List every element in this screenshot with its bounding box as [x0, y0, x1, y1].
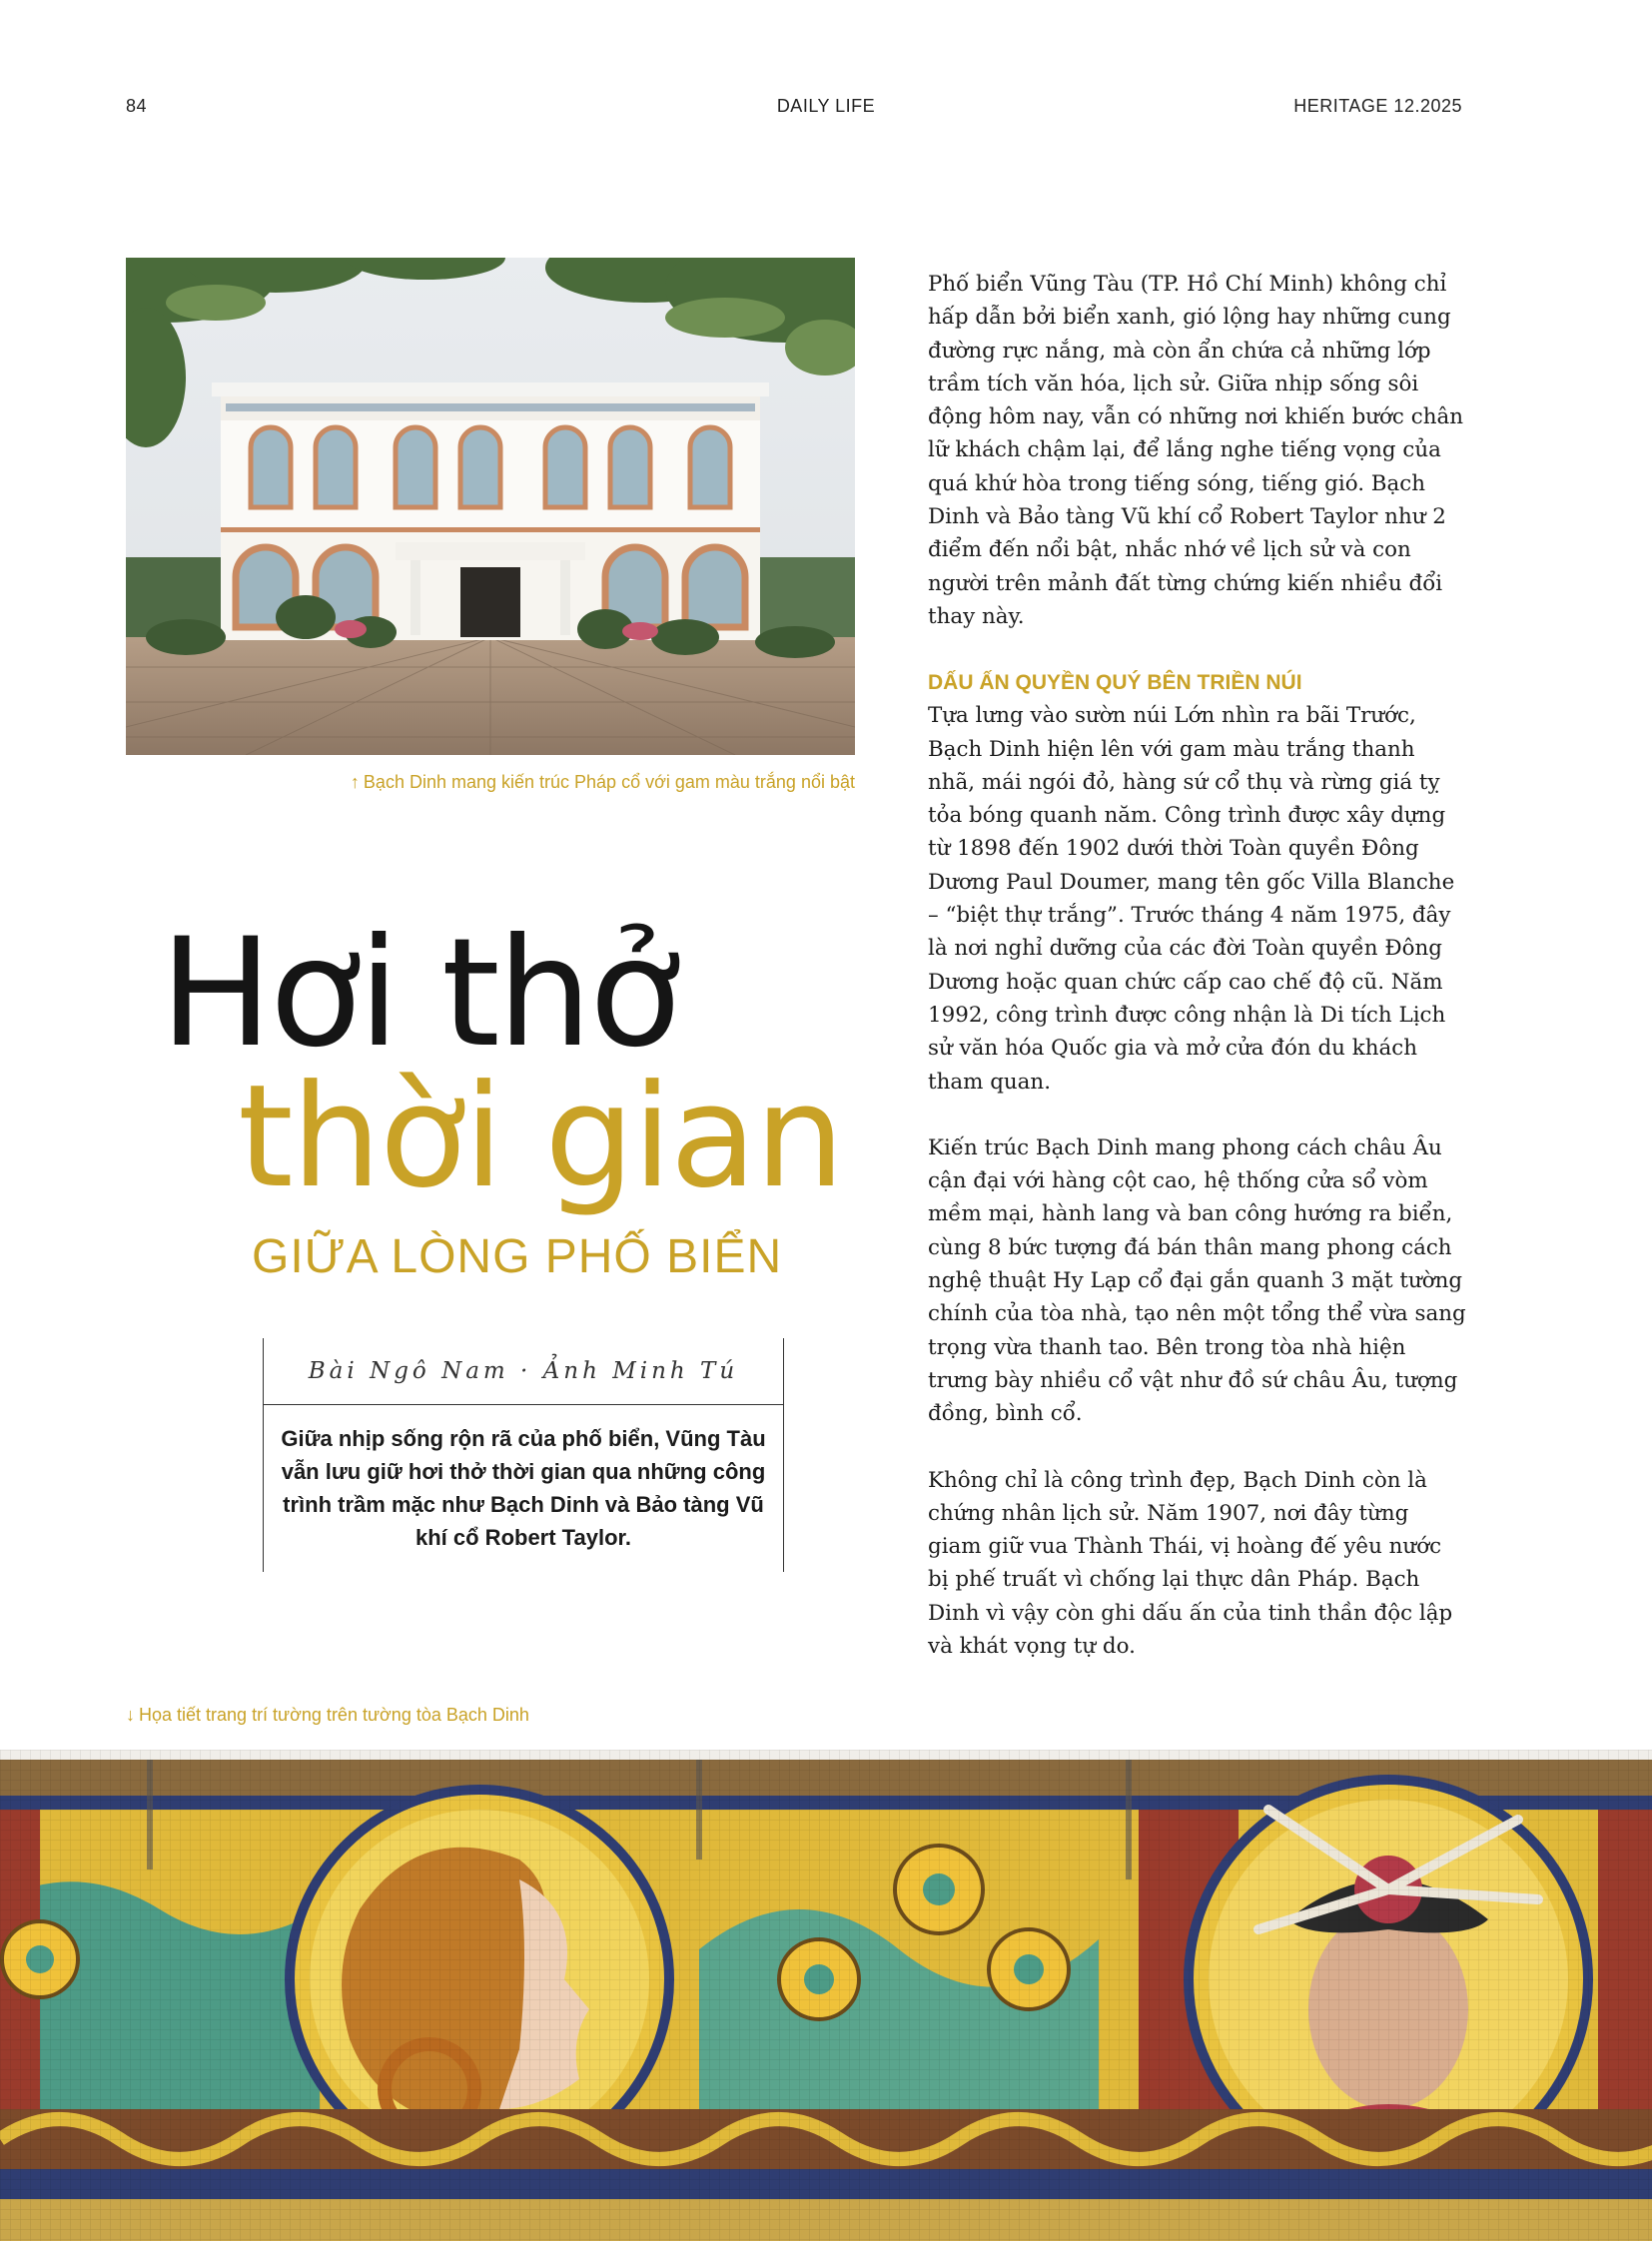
title-line-1: Hơi thở	[160, 907, 678, 1081]
section-label: DAILY LIFE	[776, 96, 876, 116]
lede: Giữa nhịp sống rộn rã của phố biển, Vũng Tàu vẫn lưu giữ hơi thở thời gian qua những công trình trầm mặc như Bạch Dinh và Bảo tàng Vũ khí cổ Robert Taylor.	[281, 1426, 766, 1550]
mosaic-photo	[0, 1750, 1652, 2241]
arrow-down-icon: ↓	[126, 1705, 135, 1725]
issue-label: HERITAGE 12.2025	[1293, 96, 1462, 116]
intro-paragraph: Phố biển Vũng Tàu (TP. Hồ Chí Minh) không chỉ hấp dẫn bởi biển xanh, gió lộng hay những cung đường rực nắng, mà còn ẩn chứa cả những lớp trầm tích văn hóa, lịch sử. Giữa nhịp sống sôi động hôm nay, vẫn có những nơi khiến bước chân lữ khách chậm lại, để lắng nghe tiếng vọng của quá khứ hòa trong tiếng sóng, tiếng gió. Bạch Dinh và Bảo tàng Vũ khí cổ Robert Taylor như 2 điểm đến nổi bật, nhắc nhớ về lịch sử và con người trên mảnh đất từng chứng kiến nhiều đổi thay này.	[928, 272, 1463, 629]
byline: Bài Ngô Nam · Ảnh Minh Tú	[308, 1358, 739, 1384]
article-body	[928, 268, 1467, 1663]
arrow-up-icon: ↑	[350, 772, 360, 792]
paragraph-1: Tựa lưng vào sườn núi Lớn nhìn ra bãi Trước, Bạch Dinh hiện lên với gam màu trắng thanh nhã, mái ngói đỏ, hàng sứ cổ thụ và rừng giá tỵ tỏa bóng quanh năm. Công trình được xây dựng từ 1898 đến 1902 dưới thời Toàn quyền Đông Dương Paul Doumer, mang tên gốc Villa Blanche – “biệt thự trắng”. Trước tháng 4 năm 1975, đây là nơi nghỉ dưỡng của các đời Toàn quyền Đông Dương hoặc quan chức cấp cao chế độ cũ. Năm 1992, công trình được công nhận là Di tích Lịch sử văn hóa Quốc gia và mở cửa đón du khách tham quan.	[928, 703, 1455, 1095]
bottom-photo-caption-text: Họa tiết trang trí tường trên tường tòa Bạch Dinh	[139, 1705, 529, 1725]
top-photo-caption	[126, 772, 855, 793]
title-line-2: thời gian	[238, 1055, 843, 1219]
bottom-photo-caption	[126, 1705, 529, 1726]
paragraph-3: Không chỉ là công trình đẹp, Bạch Dinh còn là chứng nhân lịch sử. Năm 1907, nơi đây từng giam giữ vua Thành Thái, vị hoàng đế yêu nước bị phế truất vì chống lại thực dân Pháp. Bạch Dinh vì vậy còn ghi dấu ấn của tinh thần độc lập và khát vọng tự do.	[928, 1467, 1453, 1659]
top-photo-caption-text: Bạch Dinh mang kiến trúc Pháp cổ với gam màu trắng nổi bật	[363, 772, 855, 792]
page-number: 84	[126, 96, 148, 116]
paragraph-2: Kiến trúc Bạch Dinh mang phong cách châu Âu cận đại với hàng cột cao, hệ thống cửa sổ vòm mềm mại, hành lang và ban công hướng ra biển, cùng 8 bức tượng đá bán thân mang phong cách nghệ thuật Hy Lạp cổ đại gắn quanh 3 mặt tường chính của tòa nhà, tạo nên một tổng thể vừa sang trọng vừa thanh tao. Bên trong tòa nhà hiện trưng bày nhiều cổ vật như đồ sứ châu Âu, tượng đồng, bình cổ.	[928, 1134, 1466, 1427]
subheading: DẤU ẤN QUYỀN QUÝ BÊN TRIỀN NÚI	[928, 671, 1302, 695]
title-line-3: GIỮA LÒNG PHỐ BIỂN	[252, 1230, 783, 1283]
byline-divider	[264, 1404, 783, 1405]
byline-box	[263, 1338, 784, 1572]
villa-photo	[126, 258, 855, 755]
